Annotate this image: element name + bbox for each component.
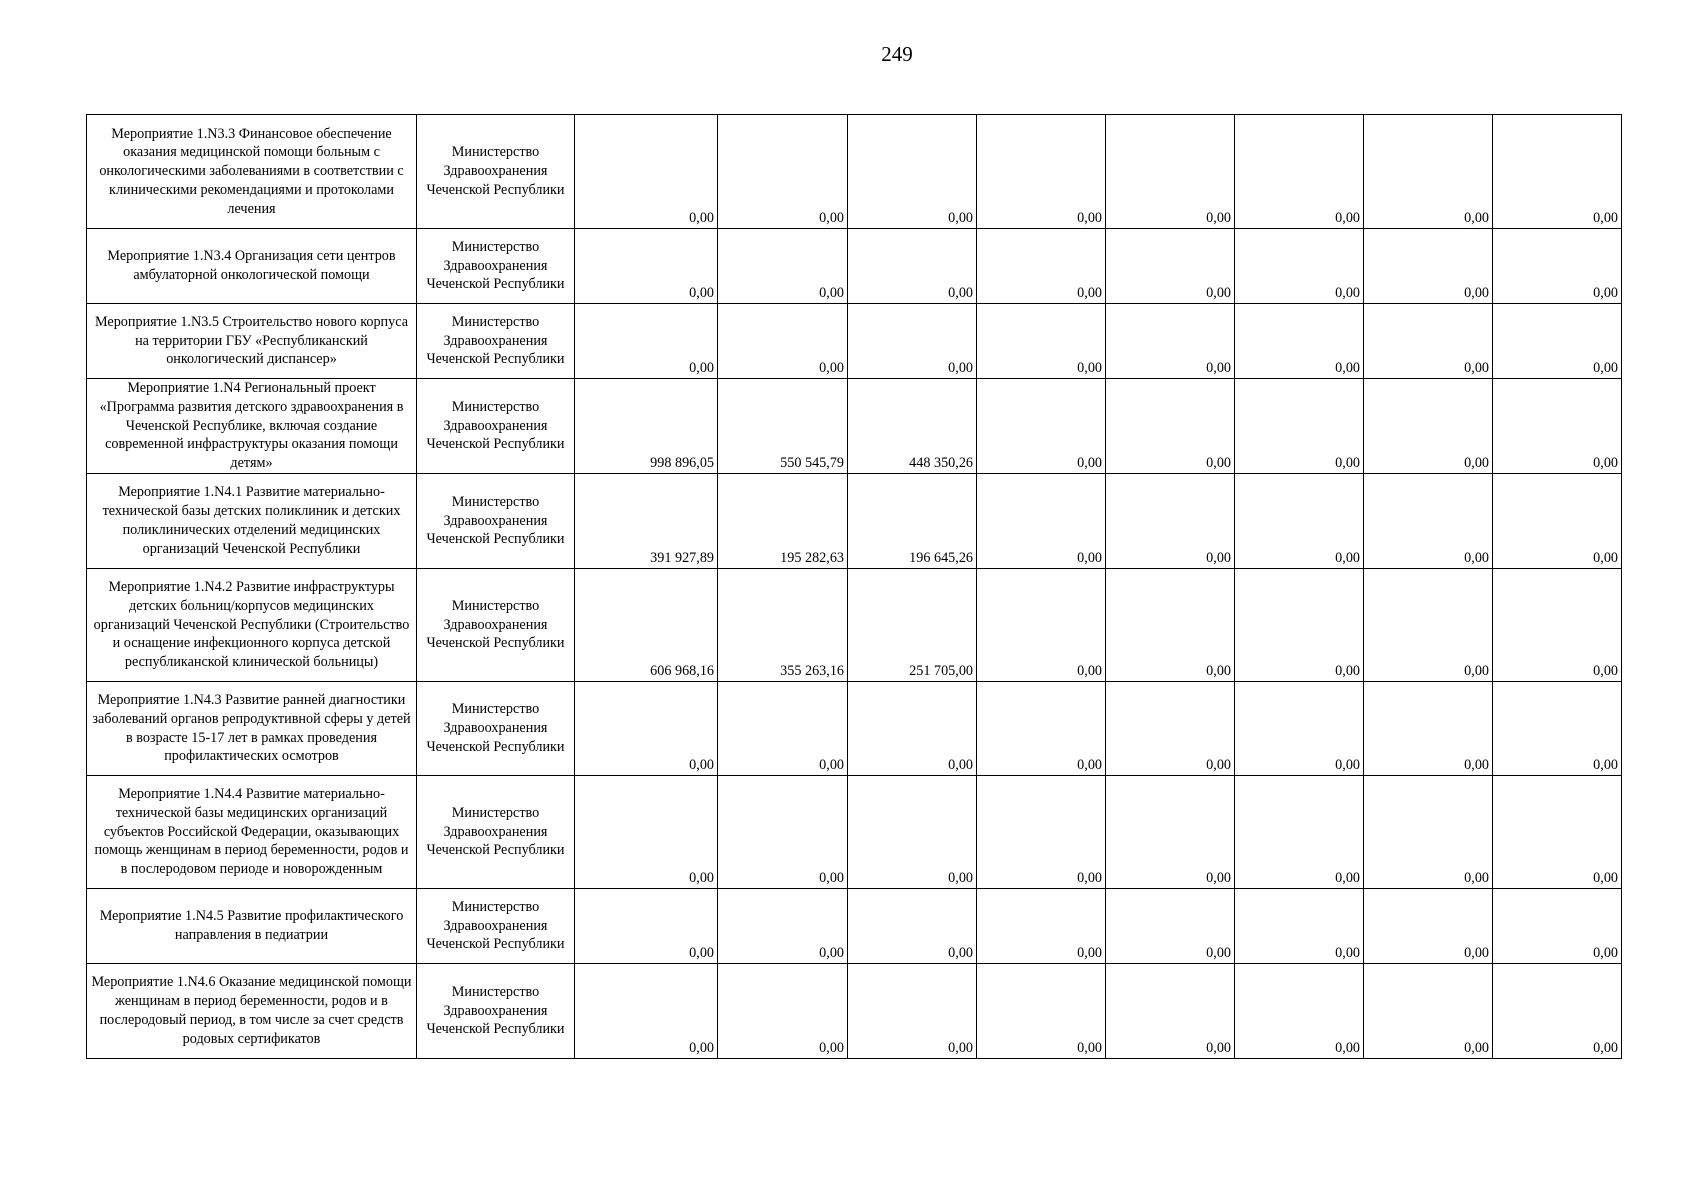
value-cell: 0,00 (1364, 474, 1493, 569)
executor-cell: Министерство Здравоохранения Чеченской Республики (417, 304, 575, 379)
activity-name-cell: Мероприятие 1.N3.3 Финансовое обеспечение оказания медицинской помощи больным с онкологическими заболеваниями в соответствии с клиническими рекомендациями и протоколами лечения (87, 115, 417, 229)
value-cell: 0,00 (1106, 682, 1235, 776)
value-cell: 0,00 (1493, 379, 1622, 474)
executor-cell: Министерство Здравоохранения Чеченской Республики (417, 379, 575, 474)
value-cell: 0,00 (848, 964, 977, 1059)
value-cell: 0,00 (1235, 964, 1364, 1059)
activity-name-cell: Мероприятие 1.N4.4 Развитие материально-технической базы медицинских организаций субъектов Российской Федерации, оказывающих помощь женщинам в период беременности, родов и в послеродовом периоде и новорожденным (87, 776, 417, 889)
value-cell: 0,00 (1493, 304, 1622, 379)
value-cell: 0,00 (1364, 889, 1493, 964)
value-cell: 448 350,26 (848, 379, 977, 474)
executor-cell: Министерство Здравоохранения Чеченской Республики (417, 115, 575, 229)
value-cell: 0,00 (977, 474, 1106, 569)
value-cell: 0,00 (977, 569, 1106, 682)
executor-cell: Министерство Здравоохранения Чеченской Республики (417, 682, 575, 776)
value-cell: 0,00 (1493, 229, 1622, 304)
value-cell: 0,00 (575, 304, 718, 379)
value-cell: 0,00 (848, 229, 977, 304)
value-cell: 0,00 (718, 229, 848, 304)
value-cell: 0,00 (718, 889, 848, 964)
value-cell: 0,00 (575, 682, 718, 776)
value-cell: 0,00 (848, 776, 977, 889)
value-cell: 0,00 (1235, 569, 1364, 682)
value-cell: 0,00 (977, 964, 1106, 1059)
value-cell: 0,00 (848, 682, 977, 776)
value-cell: 0,00 (718, 964, 848, 1059)
value-cell: 0,00 (977, 379, 1106, 474)
value-cell: 0,00 (1364, 682, 1493, 776)
value-cell: 0,00 (718, 304, 848, 379)
value-cell: 0,00 (1364, 964, 1493, 1059)
value-cell: 0,00 (575, 889, 718, 964)
value-cell: 0,00 (1235, 682, 1364, 776)
value-cell: 550 545,79 (718, 379, 848, 474)
value-cell: 0,00 (1364, 379, 1493, 474)
value-cell: 0,00 (1235, 379, 1364, 474)
value-cell: 0,00 (1493, 776, 1622, 889)
value-cell: 0,00 (1364, 304, 1493, 379)
value-cell: 0,00 (1235, 304, 1364, 379)
value-cell: 0,00 (1106, 776, 1235, 889)
executor-cell: Министерство Здравоохранения Чеченской Республики (417, 964, 575, 1059)
value-cell: 0,00 (977, 229, 1106, 304)
value-cell: 0,00 (1235, 776, 1364, 889)
activity-name-cell: Мероприятие 1.N3.5 Строительство нового корпуса на территории ГБУ «Республиканский онкологический диспансер» (87, 304, 417, 379)
value-cell: 0,00 (977, 304, 1106, 379)
value-cell: 0,00 (1493, 569, 1622, 682)
value-cell: 0,00 (575, 115, 718, 229)
activity-name-cell: Мероприятие 1.N4.1 Развитие материально-технической базы детских поликлиник и детских поликлинических отделений медицинских организаций Чеченской Республики (87, 474, 417, 569)
value-cell: 0,00 (1235, 229, 1364, 304)
value-cell: 0,00 (1493, 682, 1622, 776)
value-cell: 0,00 (1235, 889, 1364, 964)
value-cell: 0,00 (1364, 229, 1493, 304)
value-cell: 196 645,26 (848, 474, 977, 569)
value-cell: 0,00 (1235, 115, 1364, 229)
value-cell: 0,00 (1106, 964, 1235, 1059)
activity-name-cell: Мероприятие 1.N4 Региональный проект «Программа развития детского здравоохранения в Чеченской Республике, включая создание современной инфраструктуры оказания помощи детям» (87, 379, 417, 474)
activity-name-cell: Мероприятие 1.N4.2 Развитие инфраструктуры детских больниц/корпусов медицинских организаций Чеченской Республики (Строительство и оснащение инфекционного корпуса детской республиканской клинической больницы) (87, 569, 417, 682)
table-row (87, 776, 1622, 889)
page-number: 249 (881, 42, 913, 66)
executor-cell: Министерство Здравоохранения Чеченской Республики (417, 776, 575, 889)
value-cell: 0,00 (1106, 229, 1235, 304)
value-cell: 391 927,89 (575, 474, 718, 569)
value-cell: 0,00 (718, 115, 848, 229)
executor-cell: Министерство Здравоохранения Чеченской Республики (417, 474, 575, 569)
value-cell: 0,00 (1364, 776, 1493, 889)
value-cell: 0,00 (848, 115, 977, 229)
executor-cell: Министерство Здравоохранения Чеченской Республики (417, 229, 575, 304)
value-cell: 0,00 (718, 682, 848, 776)
table-row (87, 474, 1622, 569)
value-cell: 0,00 (1235, 474, 1364, 569)
activity-name-cell: Мероприятие 1.N4.3 Развитие ранней диагностики заболеваний органов репродуктивной сферы у детей в возрасте 15-17 лет в рамках проведения профилактических осмотров (87, 682, 417, 776)
value-cell: 0,00 (575, 229, 718, 304)
value-cell: 0,00 (1106, 304, 1235, 379)
value-cell: 0,00 (977, 682, 1106, 776)
value-cell: 0,00 (718, 776, 848, 889)
budget-table (86, 114, 1622, 1059)
table-row (87, 379, 1622, 474)
activity-name-cell: Мероприятие 1.N4.6 Оказание медицинской помощи женщинам в период беременности, родов и в послеродовый период, в том числе за счет средств родовых сертификатов (87, 964, 417, 1059)
value-cell: 355 263,16 (718, 569, 848, 682)
value-cell: 0,00 (1106, 889, 1235, 964)
table-row (87, 964, 1622, 1059)
value-cell: 0,00 (1106, 115, 1235, 229)
value-cell: 0,00 (848, 889, 977, 964)
value-cell: 0,00 (977, 776, 1106, 889)
value-cell: 0,00 (1493, 889, 1622, 964)
value-cell: 0,00 (1493, 964, 1622, 1059)
value-cell: 0,00 (1106, 379, 1235, 474)
table-row (87, 889, 1622, 964)
value-cell: 998 896,05 (575, 379, 718, 474)
table-body (87, 115, 1622, 1059)
value-cell: 0,00 (1364, 115, 1493, 229)
activity-name-cell: Мероприятие 1.N4.5 Развитие профилактического направления в педиатрии (87, 889, 417, 964)
executor-cell: Министерство Здравоохранения Чеченской Республики (417, 889, 575, 964)
value-cell: 0,00 (977, 889, 1106, 964)
value-cell: 0,00 (977, 115, 1106, 229)
table-row (87, 229, 1622, 304)
value-cell: 195 282,63 (718, 474, 848, 569)
table-row (87, 304, 1622, 379)
value-cell: 606 968,16 (575, 569, 718, 682)
table-row (87, 682, 1622, 776)
value-cell: 0,00 (575, 776, 718, 889)
value-cell: 0,00 (575, 964, 718, 1059)
activity-name-cell: Мероприятие 1.N3.4 Организация сети центров амбулаторной онкологической помощи (87, 229, 417, 304)
value-cell: 0,00 (1106, 474, 1235, 569)
value-cell: 0,00 (1364, 569, 1493, 682)
value-cell: 0,00 (1493, 474, 1622, 569)
value-cell: 251 705,00 (848, 569, 977, 682)
table-row (87, 569, 1622, 682)
value-cell: 0,00 (1493, 115, 1622, 229)
value-cell: 0,00 (848, 304, 977, 379)
executor-cell: Министерство Здравоохранения Чеченской Республики (417, 569, 575, 682)
value-cell: 0,00 (1106, 569, 1235, 682)
table-row (87, 115, 1622, 229)
